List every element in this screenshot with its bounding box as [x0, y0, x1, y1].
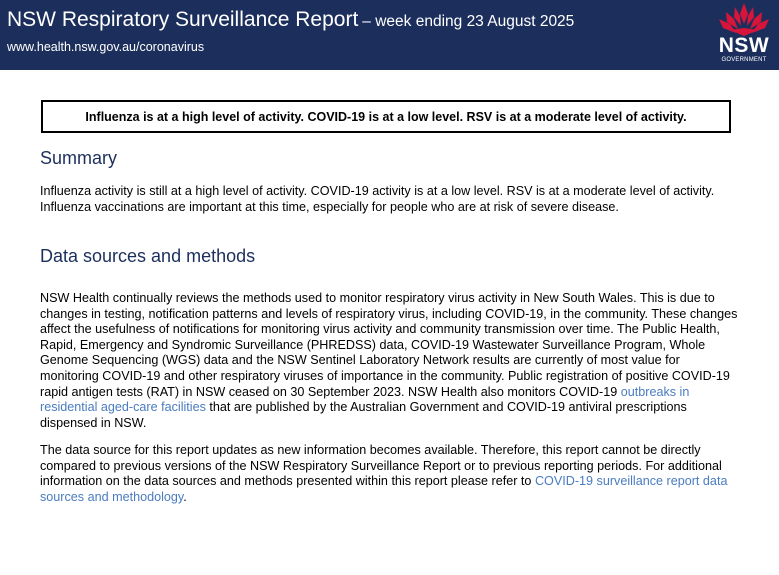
- waratah-icon: [713, 2, 775, 36]
- data-sources-p2-text-end: .: [183, 489, 187, 504]
- data-sources-heading: Data sources and methods: [40, 246, 256, 266]
- report-title-week: – week ending 23 August 2025: [362, 13, 575, 30]
- header-url[interactable]: www.health.nsw.gov.au/coronavirus: [7, 40, 205, 54]
- logo-nsw-text: NSW: [718, 34, 770, 57]
- report-title-main: NSW Respiratory Surveillance Report: [7, 8, 359, 31]
- data-sources-paragraph-1: [40, 291, 740, 431]
- data-sources-p2-text: The data source for this report updates as new information becomes available. Therefore, this report cannot be directly compared to previous versions of the NSW Respiratory Surveillance Report or to previous reporting periods. For additional information on the data sources and methods presented within this report please refer to: [40, 443, 722, 489]
- data-sources-p1-text: NSW Health continually reviews the methods used to monitor respiratory virus activity in New South Wales. This is due to changes in testing, notification patterns and levels of respiratory virus, including COVID-19, in the community. These changes affect the usefulness of notifications for monitoring virus activity and community transmission over time. The Public Health, Rapid, Emergency and Syndromic Surveillance (PHREDSS) data, COVID-19 Wastewater Surveillance Program, Whole Genome Sequencing (WGS) data and the NSW Sentinel Laboratory Network results are currently of most value for monitoring COVID-19 and other respiratory viruses of importance in the community. Public registration of positive COVID-19 rapid antigen tests (RAT) in NSW ceased on 30 September 2023. NSW Health also monitors COVID-19: [40, 291, 738, 399]
- data-sources-paragraph-2: [40, 443, 740, 505]
- activity-level-alert: Influenza is at a high level of activity. COVID-19 is at a low level. RSV is at a moderate level of activity.: [41, 100, 731, 133]
- summary-heading: Summary: [40, 148, 118, 168]
- logo-government-text: GOVERNMENT: [721, 57, 767, 63]
- nsw-government-logo: [713, 2, 775, 66]
- header-banner: [0, 0, 779, 70]
- summary-text: Influenza activity is still at a high level of activity. COVID-19 activity is at a low level. RSV is at a moderate level of activity. Influenza vaccinations are important at this time, especially for people who are at risk of severe disease.: [40, 184, 715, 214]
- aged-care-outbreaks-link[interactable]: outbreaks in residential aged-care facilities: [40, 384, 690, 415]
- data-sources-p1-text-end: that are published by the Australian Government and COVID-19 antiviral prescriptions dispensed in NSW.: [40, 400, 687, 430]
- methodology-link[interactable]: COVID-19 surveillance report data sources and methodology: [40, 474, 728, 504]
- report-title: [7, 8, 574, 32]
